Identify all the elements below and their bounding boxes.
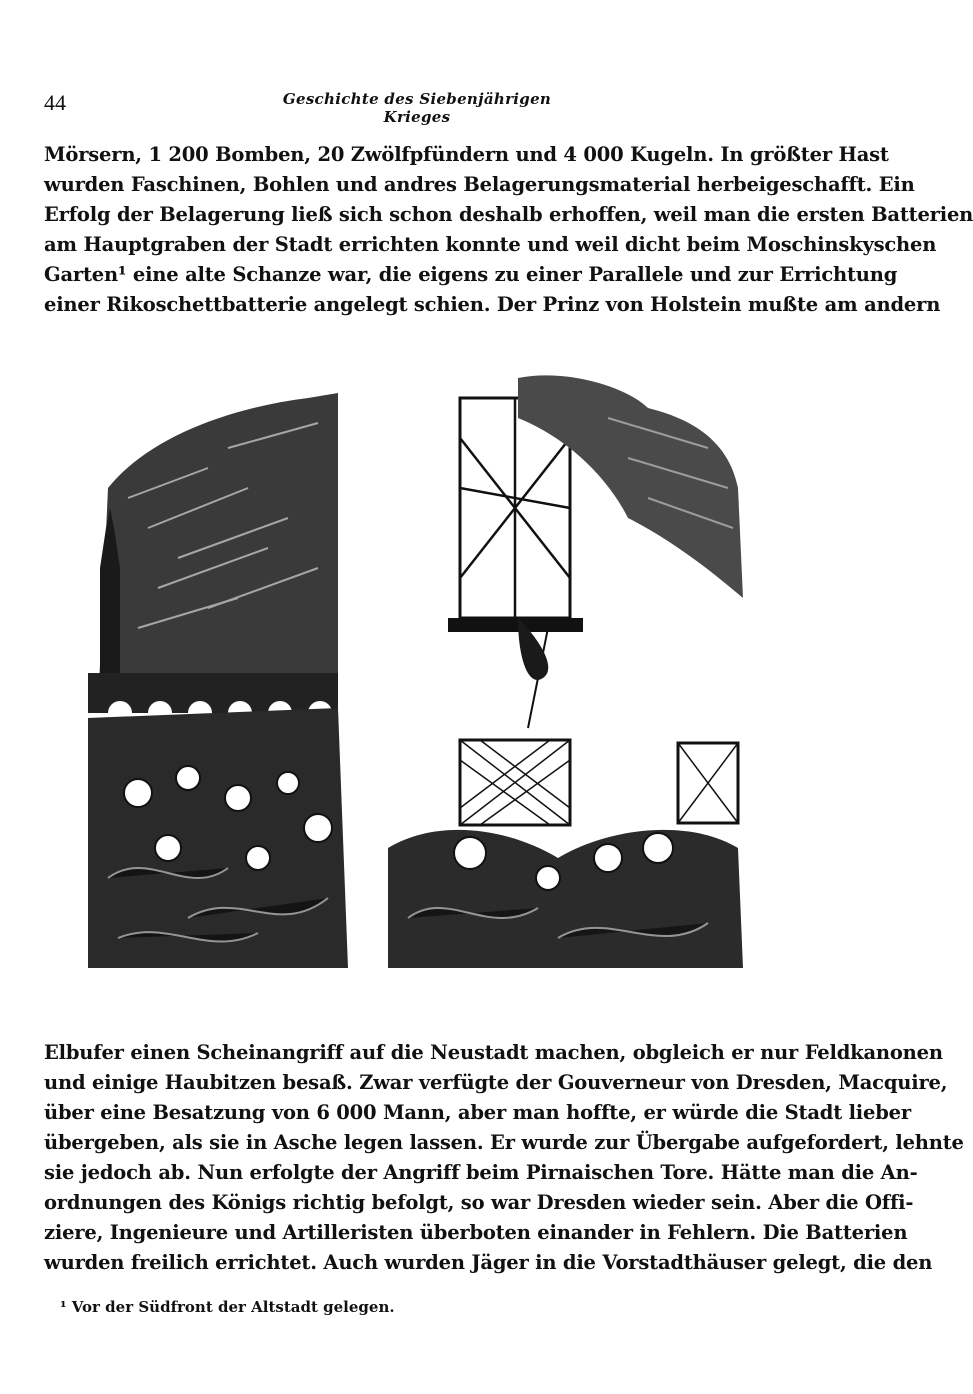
text-line: Mörsern, 1 200 Bomben, 20 Zwölfpfündern und 4 000 Kugeln. In größter Hast [44,143,889,166]
text-line: einer Rikoschettbatterie angelegt schien. Der Prinz von Holstein mußte am andern [44,293,941,316]
text-line: Elbufer einen Scheinangriff auf die Neustadt machen, obgleich er nur Feldkanonen [44,1041,943,1064]
running-title: Geschichte des Siebenjährigen Krieges [282,90,552,126]
engraving-illustration-icon [88,378,748,968]
text-line: und einige Haubitzen besaß. Zwar verfügte der Gouverneur von Dresden, Macquire, [44,1071,948,1094]
text-line: übergeben, als sie in Asche legen lassen. Er wurde zur Übergabe aufgefordert, lehnte [44,1131,964,1154]
text-line: wurden freilich errichtet. Auch wurden Jäger in die Vorstadthäuser gelegt, die den [44,1251,933,1274]
page-number: 44 [44,90,66,115]
body-text-top [44,140,973,320]
text-line: ordnungen des Königs richtig befolgt, so war Dresden wieder sein. Aber die Offi- [44,1191,914,1214]
text-line: Erfolg der Belagerung ließ sich schon deshalb erhoffen, weil man die ersten Batterien [44,203,973,226]
text-line: über eine Besatzung von 6 000 Mann, aber man hoffte, er würde die Stadt lieber [44,1101,911,1124]
body-text-bottom [44,1038,964,1278]
text-line: wurden Faschinen, Bohlen und andres Belagerungsmaterial herbeigeschafft. Ein [44,173,915,196]
footnote: ¹ Vor der Südfront der Altstadt gelegen. [60,1298,395,1316]
text-line: ziere, Ingenieure und Artilleristen überboten einander in Fehlern. Die Batterien [44,1221,908,1244]
text-line: sie jedoch ab. Nun erfolgte der Angriff beim Pirnaischen Tore. Hätte man die An- [44,1161,918,1184]
text-line: am Hauptgraben der Stadt errichten konnte und weil dicht beim Moschinskyschen [44,233,937,256]
text-line: Garten¹ eine alte Schanze war, die eigens zu einer Parallele und zur Errichtung [44,263,898,286]
